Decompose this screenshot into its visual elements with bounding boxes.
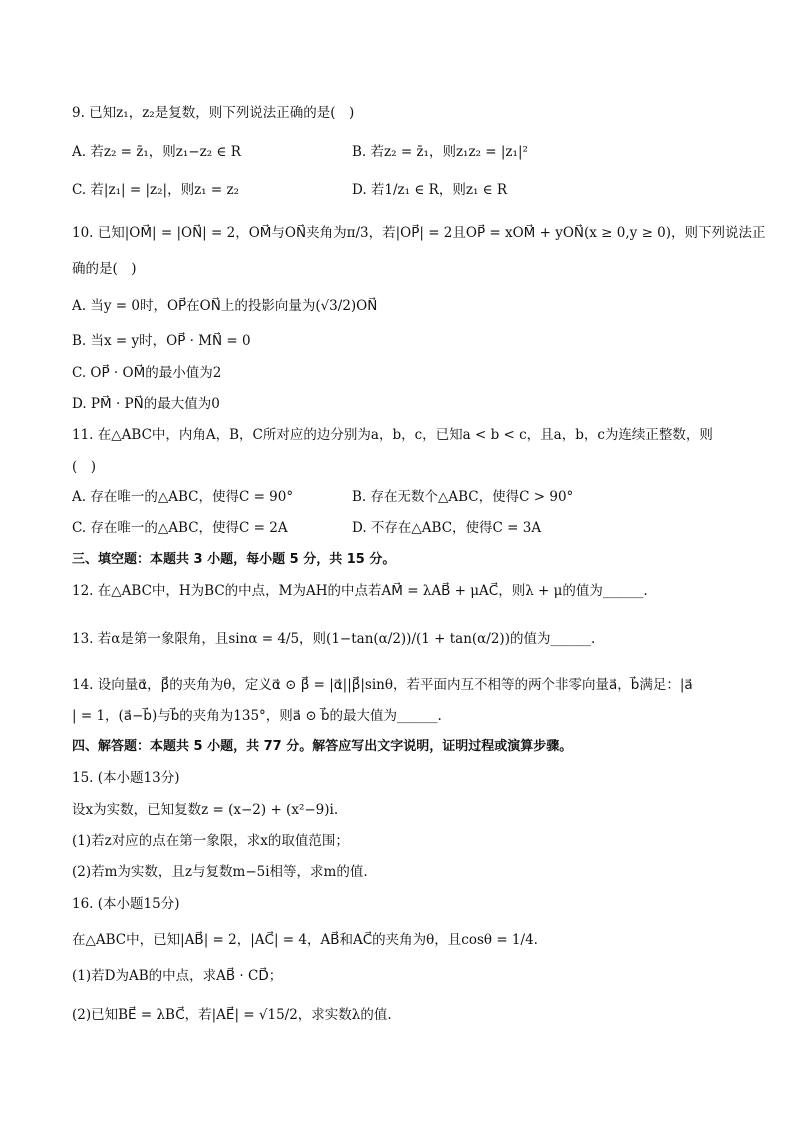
q15-intro: 设x为实数，已知复数z = (x−2) + (x²−9)i.	[72, 802, 339, 818]
q9-stem: 9. 已知z₁，z₂是复数，则下列说法正确的是( )	[72, 105, 355, 121]
q9-option-d: D. 若1/z₁ ∈ R，则z₁ ∈ R	[352, 182, 508, 198]
q10-option-c: C. OP⃗ · OM⃗的最小值为2	[72, 365, 222, 381]
section3-heading: 三、填空题：本题共 3 小题，每小题 5 分，共 15 分。	[72, 552, 396, 567]
q16-part2: (2)已知BE⃗ = λBC⃗，若|AE⃗| = √15/2，求实数λ的值.	[72, 1007, 392, 1023]
q14-text-line1: 14. 设向量α⃗，β⃗的夹角为θ，定义α⃗ ⊙ β⃗ = |α⃗||β⃗|sinθ，若平面内互不相等的两个非零向量a⃗，b⃗满足：|a⃗	[72, 677, 693, 693]
q9-option-a: A. 若z₂ = z̄₁，则z₁−z₂ ∈ R	[72, 144, 241, 160]
q13-text: 13. 若α是第一象限角，且sinα = 4/5，则(1−tan(α/2))/(1 + tan(α/2))的值为______.	[72, 631, 596, 647]
q15-title: 15. (本小题13分)	[72, 770, 180, 786]
q14-text-line2: | = 1，(a⃗−b⃗)与b⃗的夹角为135°，则a⃗ ⊙ b⃗的最大值为______.	[72, 708, 442, 724]
q12-text: 12. 在△ABC中，H为BC的中点，M为AH的中点若AM⃗ = λAB⃗ + μAC⃗，则λ + μ的值为______.	[72, 583, 648, 599]
section4-heading: 四、解答题：本题共 5 小题，共 77 分。解答应写出文字说明，证明过程或演算步骤。	[72, 739, 573, 754]
q11-option-b: B. 存在无数个△ABC，使得C > 90°	[352, 489, 574, 505]
q9-option-c: C. 若|z₁| = |z₂|，则z₁ = z₂	[72, 182, 240, 198]
q9-option-b: B. 若z₂ = z̄₁，则z₁z₂ = |z₁|²	[352, 144, 528, 160]
q16-title: 16. (本小题15分)	[72, 896, 180, 912]
q11-option-c: C. 存在唯一的△ABC，使得C = 2A	[72, 520, 288, 536]
q11-option-d: D. 不存在△ABC，使得C = 3A	[352, 520, 542, 536]
q10-stem-line1: 10. 已知|OM⃗| = |ON⃗| = 2，OM⃗与ON⃗夹角为π/3，若|OP⃗| = 2且OP⃗ = xOM⃗ + yON⃗(x ≥ 0,y ≥ 0)，则下列说法正	[72, 225, 766, 241]
q10-option-b: B. 当x = y时，OP⃗ · MN⃗ = 0	[72, 333, 251, 349]
q10-stem-line2: 确的是( )	[72, 261, 137, 277]
q11-stem-line2: ( )	[72, 459, 97, 475]
q15-part2: (2)若m为实数，且z与复数m−5i相等，求m的值.	[72, 864, 368, 880]
q11-option-a: A. 存在唯一的△ABC，使得C = 90°	[72, 489, 294, 505]
q11-stem-line1: 11. 在△ABC中，内角A，B，C所对应的边分别为a，b，c，已知a < b < c，且a，b，c为连续正整数，则	[72, 427, 713, 443]
q10-option-d: D. PM⃗ · PN⃗的最大值为0	[72, 396, 220, 412]
q15-part1: (1)若z对应的点在第一象限，求x的取值范围；	[72, 833, 349, 849]
q16-part1: (1)若D为AB的中点，求AB⃗ · CD⃗；	[72, 968, 283, 984]
q16-intro: 在△ABC中，已知|AB⃗| = 2，|AC⃗| = 4，AB⃗和AC⃗的夹角为θ，且cosθ = 1/4.	[72, 932, 538, 948]
q10-option-a: A. 当y = 0时，OP⃗在ON⃗上的投影向量为(√3/2)ON⃗	[72, 298, 378, 314]
